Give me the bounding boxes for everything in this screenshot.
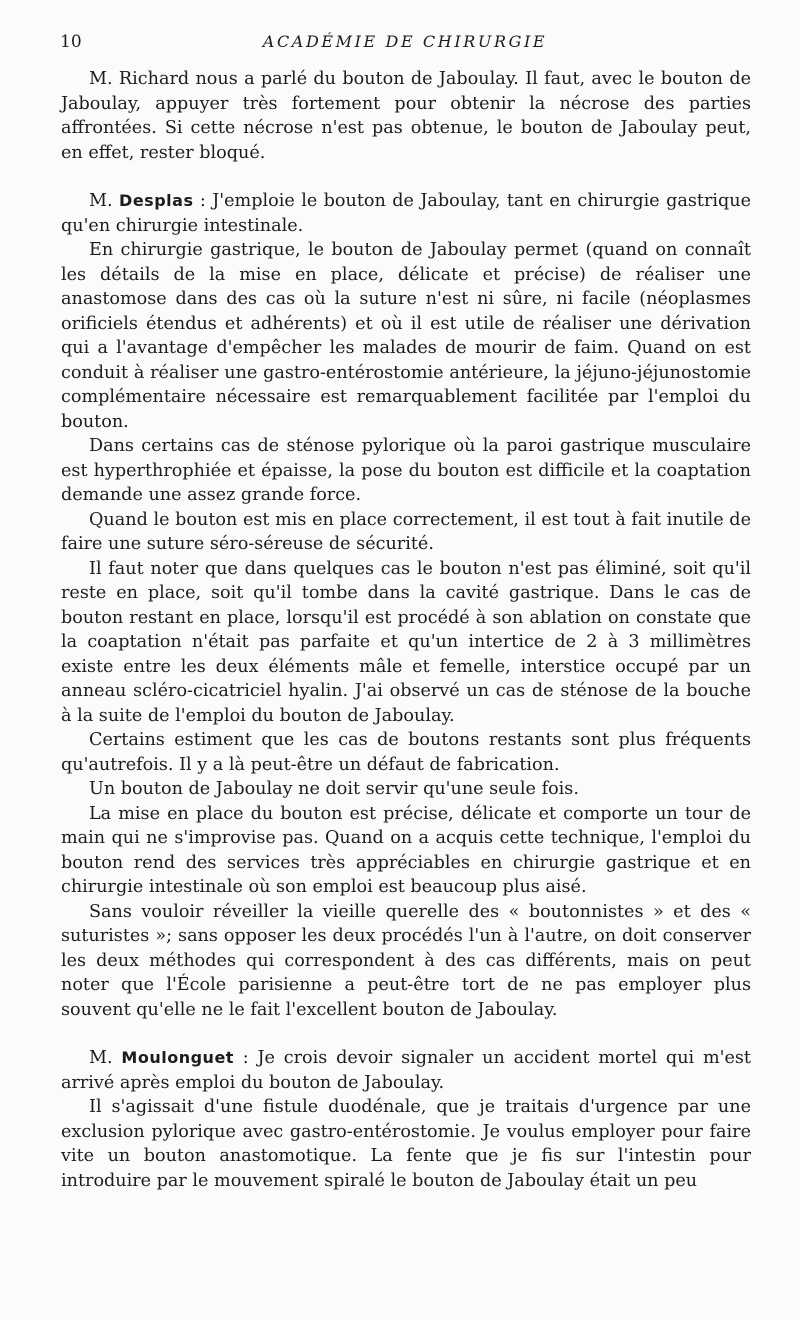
paragraph-desplas-intro <box>61 189 751 238</box>
paragraph-boutonnistes-suturistes: Sans vouloir réveiller la vieille querelle des « boutonnistes » et des « suturistes »; sans opposer les deux procédés l'un à l'autre, on doit conserver les deux méthodes qui correspondent à des cas différents, mais on peut noter que l'École parisienne a peut-être tort de ne pas employer plus souvent qu'elle ne le fait l'excellent bouton de Jaboulay. <box>61 901 751 1020</box>
paragraph-button-not-eliminated: Il faut noter que dans quelques cas le bouton n'est pas éliminé, soit qu'il reste en place, soit qu'il tombe dans la cavité gastrique. Dans le cas de bouton restant en place, lorsqu'il est procédé à son ablation on constate que la coaptation n'était pas parfaite et qu'un intertice de 2 à 3 millimètres existe entre les deux éléments mâle et femelle, interstice occupé par un anneau scléro-cicatriciel hyalin. J'ai observé un cas de sténose de la bouche à la suite de l'emploi du bouton de Jaboulay. <box>61 558 751 726</box>
paragraph-manufacturing-defect: Certains estiment que les cas de boutons restants sont plus fréquents qu'autrefois. Il y a là peut-être un défaut de fabrication. <box>61 730 751 775</box>
speaker-name-desplas: Desplas <box>119 191 194 210</box>
page-body <box>61 67 751 1193</box>
page-number: 10 <box>60 32 82 52</box>
paragraph-technique: La mise en place du bouton est précise, délicate et comporte un tour de main qui ne s'improvise pas. Quand on a acquis cette technique, l'emploi du bouton rend des services très appréciables en chirurgie gastrique et en chirurgie intestinale où son emploi est beaucoup plus aisé. <box>61 803 751 897</box>
paragraph-text: : J'emploie le bouton de Jaboulay, tant en chirurgie gastrique qu'en chirurgie intestinale. <box>61 191 752 236</box>
page-header <box>60 32 750 56</box>
paragraph-moulonguet-intro <box>61 1046 751 1095</box>
paragraph-gastric-surgery: En chirurgie gastrique, le bouton de Jaboulay permet (quand on connaît les détails de la mise en place, délicate et précise) de réaliser une anastomose dans des cas où la suture n'est ni sûre, ni facile (néoplasmes orificiels étendus et adhérents) et où il est utile de réaliser une dérivation qui a l'avantage d'empêcher les malades de mourir de faim. Quand on est conduit à réaliser une gastro-entérostomie antérieure, la jéjuno-jéjunostomie complémentaire nécessaire est remarquablement facilitée par l'emploi du bouton. <box>61 240 751 432</box>
paragraph-duodenal-fistula: Il s'agissait d'une fistule duodénale, que je traitais d'urgence par une exclusion pylorique avec gastro-entérostomie. Je voulus employer pour faire vite un bouton anastomotique. La fente que je fis sur l'intestin pour introduire par le mouvement spiralé le bouton de Jaboulay était un peu <box>61 1097 751 1191</box>
running-title: ACADÉMIE DE CHIRURGIE <box>262 32 548 51</box>
speaker-prefix: M. <box>89 1048 122 1068</box>
speaker-prefix: M. <box>89 191 120 211</box>
paragraph-single-use: Un bouton de Jaboulay ne doit servir qu'une seule fois. <box>89 779 579 799</box>
paragraph-text: : Je crois devoir signaler un accident mortel qui m'est arrivé après emploi du bouton de Jaboulay. <box>61 1048 751 1093</box>
paragraph-pyloric-stenosis: Dans certains cas de sténose pylorique où la paroi gastrique musculaire est hyperthrophiée et épaisse, la pose du bouton est difficile et la coaptation demande une assez grande force. <box>61 436 751 505</box>
speaker-name-moulonguet: Moulonguet <box>121 1048 234 1067</box>
paragraph-correct-placement: Quand le bouton est mis en place correctement, il est tout à fait inutile de faire une suture séro-séreuse de sécurité. <box>61 509 751 554</box>
paragraph-richard-summary: M. Richard nous a parlé du bouton de Jaboulay. Il faut, avec le bouton de Jaboulay, appuyer très fortement pour obtenir la nécrose des parties affrontées. Si cette nécrose n'est pas obtenue, le bouton de Jaboulay peut, en effet, rester bloqué. <box>61 69 751 163</box>
